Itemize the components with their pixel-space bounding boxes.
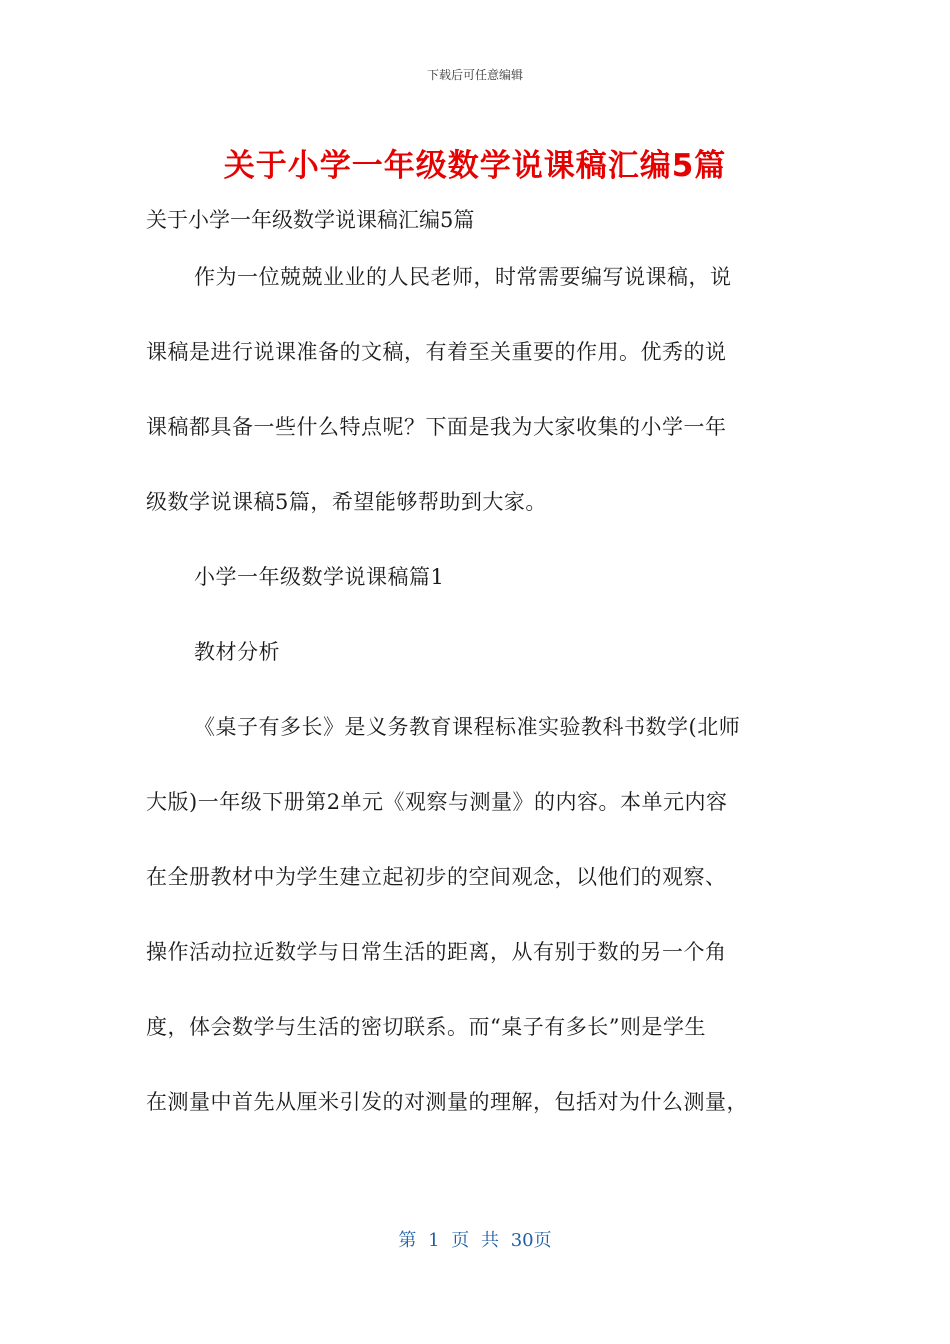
body-lines bbox=[146, 240, 806, 1140]
body-line: 大版)一年级下册第2单元《观察与测量》的内容。本单元内容 bbox=[146, 790, 728, 814]
page-footer: 第 1 页 共 30页 bbox=[398, 1230, 552, 1251]
body-line: 作为一位兢兢业业的人民老师，时常需要编写说课稿，说 bbox=[194, 265, 732, 289]
body-line: 操作活动拉近数学与日常生活的距离，从有别于数的另一个角 bbox=[146, 940, 727, 964]
document-subtitle: 关于小学一年级数学说课稿汇编5篇 bbox=[146, 208, 475, 232]
body-line: 度，体会数学与生活的密切联系。而“桌子有多长”则是学生 bbox=[146, 1015, 706, 1039]
body-line: 课稿都具备一些什么特点呢？下面是我为大家收集的小学一年 bbox=[146, 415, 727, 439]
body-line: 级数学说课稿5篇，希望能够帮助到大家。 bbox=[146, 490, 547, 514]
body-line: 在全册教材中为学生建立起初步的空间观念，以他们的观察、 bbox=[146, 865, 727, 889]
body-line: 小学一年级数学说课稿篇1 bbox=[194, 565, 445, 589]
document-body bbox=[146, 200, 806, 1140]
header-note: 下载后可任意编辑 bbox=[426, 68, 523, 82]
body-line: 《桌子有多长》是义务教育课程标准实验教科书数学(北师 bbox=[194, 715, 741, 739]
body-line: 课稿是进行说课准备的文稿，有着至关重要的作用。优秀的说 bbox=[146, 340, 727, 364]
document-title: 关于小学一年级数学说课稿汇编5篇 bbox=[223, 148, 727, 184]
body-line: 在测量中首先从厘米引发的对测量的理解，包括对为什么测量， bbox=[146, 1090, 748, 1114]
body-line: 教材分析 bbox=[194, 640, 280, 664]
